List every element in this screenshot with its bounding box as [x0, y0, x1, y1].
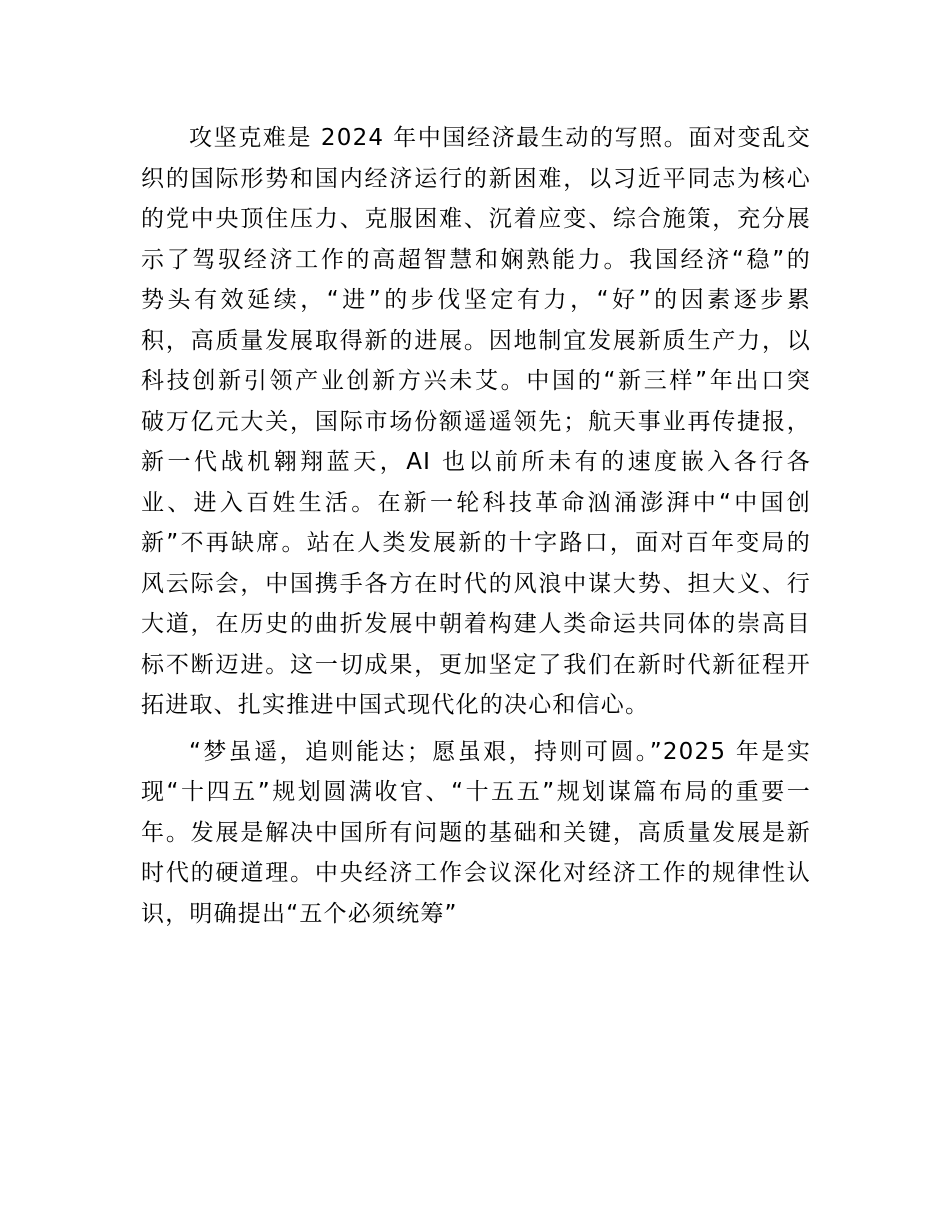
- text-line: 现“十四五”规划圆满收官、“十五五”规划谋篇布局的重要一: [141, 779, 811, 805]
- paragraph-2: [141, 732, 811, 935]
- text-line: 年。发展是解决中国所有问题的基础和关键，高质量发展是新: [141, 819, 811, 846]
- paragraph-1: [141, 118, 811, 726]
- text-line: 识，明确提出“五个必须统筹”: [141, 900, 458, 927]
- text-line: 示了驾驭经济工作的高超智慧和娴熟能力。我国经济“稳”的: [141, 246, 811, 273]
- text-line: 拓进取、扎实推进中国式现代化的决心和信心。: [141, 692, 650, 718]
- text-line: 风云际会，中国携手各方在时代的风浪中谋大势、担大义、行: [141, 570, 811, 597]
- text-line: 的党中央顶住压力、克服困难、沉着应变、综合施策，充分展: [141, 206, 811, 232]
- text-line: 大道，在历史的曲折发展中朝着构建人类命运共同体的崇高目: [141, 611, 811, 637]
- text-line: 势头有效延续，“进”的步伐坚定有力，“好”的因素逐步累: [141, 287, 811, 313]
- text-line: 时代的硬道理。中央经济工作会议深化对经济工作的规律性认: [141, 860, 811, 886]
- text-line: 新”不再缺席。站在人类发展新的十字路口，面对百年变局的: [141, 530, 811, 556]
- text-line: 攻坚克难是 2024 年中国经济最生动的写照。面对变乱交: [189, 125, 811, 151]
- text-line: 破万亿元大关，国际市场份额遥遥领先；航天事业再传捷报，: [141, 408, 811, 435]
- text-line: 积，高质量发展取得新的进展。因地制宜发展新质生产力，以: [141, 327, 811, 354]
- text-line: 织的国际形势和国内经济运行的新困难，以习近平同志为核心: [141, 165, 811, 192]
- text-line: “梦虽遥，追则能达；愿虽艰，持则可圆。”2025 年是实: [189, 738, 811, 765]
- document-body: [141, 118, 811, 934]
- text-line: 新一代战机翱翔蓝天，AI 也以前所未有的速度嵌入各行各: [141, 449, 811, 475]
- text-line: 业、进入百姓生活。在新一轮科技革命汹涌澎湃中“中国创: [141, 489, 811, 516]
- text-line: 标不断迈进。这一切成果，更加坚定了我们在新时代新征程开: [141, 651, 811, 678]
- text-line: 科技创新引领产业创新方兴未艾。中国的“新三样”年出口突: [141, 368, 811, 394]
